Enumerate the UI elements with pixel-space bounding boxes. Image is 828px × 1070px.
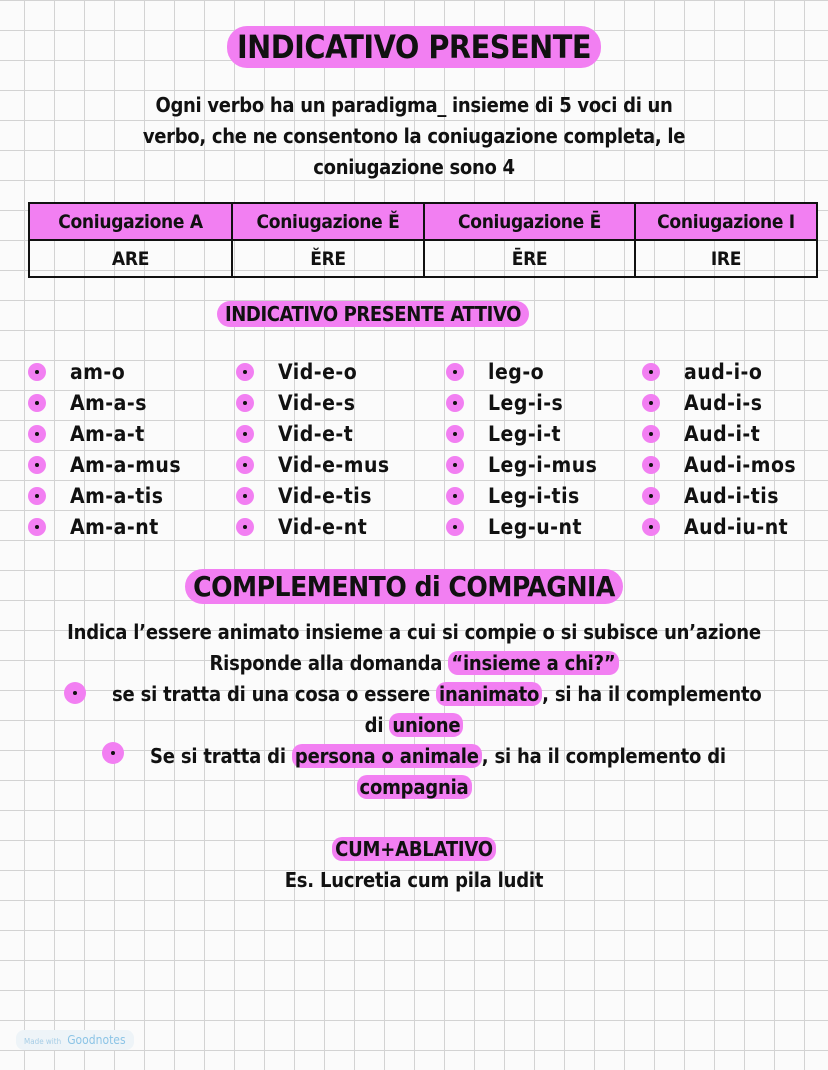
complement-definition: Indica l’essere animato insieme a cui si compie o si subisce un’azione <box>67 620 761 644</box>
list-item <box>642 480 796 511</box>
list-item <box>28 480 181 511</box>
verb-column-1 <box>28 356 181 542</box>
bullet-icon <box>236 518 254 536</box>
verb-form: Vid-e-o <box>278 359 358 384</box>
verb-form: Vid-e-tis <box>278 483 373 508</box>
list-item <box>28 511 181 542</box>
section-subtitle-text: INDICATIVO PRESENTE ATTIVO <box>217 301 529 327</box>
bullet-icon <box>642 456 660 474</box>
verb-form: Am-a-nt <box>70 514 159 539</box>
bullet-icon <box>28 456 46 474</box>
verb-form: Vid-e-mus <box>278 452 390 477</box>
bullet-icon <box>642 487 660 505</box>
verb-form: Leg-u-nt <box>488 514 583 539</box>
conjugation-header-e-short: Coniugazione Ĕ <box>232 203 424 240</box>
conjugation-header-e-long: Coniugazione Ē <box>424 203 635 240</box>
bullet-icon <box>236 487 254 505</box>
bullet-icon <box>28 487 46 505</box>
ending-are: ARE <box>29 240 232 277</box>
bullet1-highlight-union: unione <box>389 713 463 737</box>
conjugation-table <box>28 202 818 278</box>
bullet2-text-b: , si ha il complemento di <box>481 744 726 768</box>
bullet-icon <box>642 518 660 536</box>
verb-form: Aud-i-t <box>684 421 761 446</box>
page-title <box>0 28 828 66</box>
list-item <box>446 356 597 387</box>
bullet-icon <box>642 425 660 443</box>
list-item <box>28 418 181 449</box>
list-item <box>28 387 181 418</box>
intro-line-2: verbo, che ne consentono la coniugazione completa, le <box>142 124 686 148</box>
verb-column-4 <box>642 356 796 542</box>
bullet-icon <box>28 363 46 381</box>
verb-form: Leg-i-tis <box>488 483 580 508</box>
list-item <box>446 449 597 480</box>
ending-ere-long: ĒRE <box>424 240 635 277</box>
verb-form: aud-i-o <box>684 359 763 384</box>
ending-ire: IRE <box>635 240 817 277</box>
bullet1-highlight: inanimato <box>436 682 542 706</box>
question-prefix: Risponde alla domanda <box>209 651 443 675</box>
bullet2-text-a: Se si tratta di <box>150 744 286 768</box>
bullet-inanimate-line1 <box>112 682 792 706</box>
bullet1-text-a: se si tratta di una cosa o essere <box>112 682 430 706</box>
bullet-icon <box>28 518 46 536</box>
bullet-icon <box>28 425 46 443</box>
conjugation-header-row <box>29 203 817 240</box>
bullet-icon <box>236 394 254 412</box>
verb-form: Vid-e-nt <box>278 514 368 539</box>
complement-example: Es. Lucretia cum pila ludit <box>284 868 544 892</box>
list-item <box>642 356 796 387</box>
verb-column-3 <box>446 356 597 542</box>
bullet-icon <box>236 363 254 381</box>
conjugation-header-i: Coniugazione I <box>635 203 817 240</box>
verb-form: Leg-i-t <box>488 421 562 446</box>
list-item <box>642 387 796 418</box>
complement-heading <box>0 570 808 603</box>
bullet-inanimate-line2 <box>0 713 828 737</box>
goodnotes-badge <box>16 1030 134 1050</box>
list-item <box>446 387 597 418</box>
list-item <box>236 511 390 542</box>
complement-rule <box>0 837 828 861</box>
verb-form: Am-a-s <box>70 390 147 415</box>
list-item <box>642 418 796 449</box>
bullet-icon <box>64 682 86 704</box>
bullet1-text-c: di <box>364 713 384 737</box>
bullet1-text-b: , si ha il complemento <box>542 682 762 706</box>
list-item <box>236 387 390 418</box>
verb-form: Aud-i-s <box>684 390 763 415</box>
made-with-label: Made with <box>24 1037 62 1046</box>
list-item <box>446 480 597 511</box>
list-item <box>642 449 796 480</box>
bullet-icon <box>28 394 46 412</box>
conjugation-header-a: Coniugazione A <box>29 203 232 240</box>
verb-form: Leg-i-s <box>488 390 564 415</box>
complement-question <box>0 651 828 675</box>
verb-column-2 <box>236 356 390 542</box>
section-subtitle <box>0 302 746 326</box>
verb-form: Aud-i-tis <box>684 483 780 508</box>
list-item <box>28 356 181 387</box>
bullet-icon <box>236 456 254 474</box>
bullet-person-line1 <box>150 744 810 768</box>
verb-form: Vid-e-t <box>278 421 354 446</box>
intro-line-3: coniugazione sono 4 <box>313 155 515 179</box>
list-item <box>446 418 597 449</box>
complement-rule-text: CUM+ABLATIVO <box>332 837 496 861</box>
bullet2-highlight: persona o animale <box>292 744 482 768</box>
verb-form: Am-a-tis <box>70 483 164 508</box>
list-item <box>642 511 796 542</box>
list-item <box>28 449 181 480</box>
bullet-icon <box>446 456 464 474</box>
verb-form: leg-o <box>488 359 545 384</box>
verb-form: Am-a-t <box>70 421 145 446</box>
question-highlight: “insieme a chi?” <box>448 651 618 675</box>
conjugation-endings-row <box>29 240 817 277</box>
bullet-icon <box>446 487 464 505</box>
bullet2-highlight-compagnia: compagnia <box>357 775 472 799</box>
verb-form: Am-a-mus <box>70 452 182 477</box>
intro-line-1: Ogni verbo ha un paradigma_ insieme di 5 voci di un <box>155 93 673 117</box>
ending-ere-short: ĔRE <box>232 240 424 277</box>
bullet-person-line2 <box>0 775 828 799</box>
verb-form: am-o <box>70 359 126 384</box>
verb-form: Vid-e-s <box>278 390 356 415</box>
verb-form: Leg-i-mus <box>488 452 598 477</box>
bullet-icon <box>642 363 660 381</box>
bullet-icon <box>102 742 124 764</box>
verb-form: Aud-iu-nt <box>684 514 789 539</box>
list-item <box>236 449 390 480</box>
bullet-icon <box>446 425 464 443</box>
complement-heading-text: COMPLEMENTO di COMPAGNIA <box>185 569 623 604</box>
list-item <box>446 511 597 542</box>
bullet-icon <box>446 394 464 412</box>
list-item <box>236 480 390 511</box>
bullet-icon <box>446 518 464 536</box>
list-item <box>236 356 390 387</box>
goodnotes-brand: Goodnotes <box>67 1033 126 1047</box>
bullet-icon <box>236 425 254 443</box>
list-item <box>236 418 390 449</box>
page-title-text: INDICATIVO PRESENTE <box>227 26 601 68</box>
bullet-icon <box>446 363 464 381</box>
intro-paragraph <box>0 90 828 183</box>
verb-form: Aud-i-mos <box>684 452 797 477</box>
bullet-icon <box>642 394 660 412</box>
